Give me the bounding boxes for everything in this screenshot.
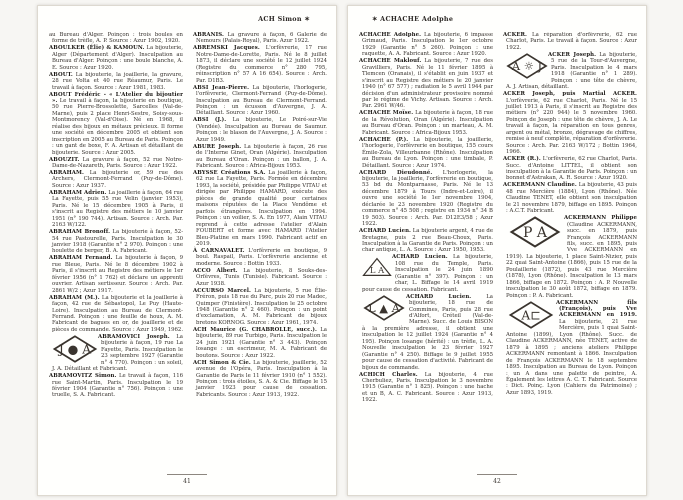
dictionary-entry (503, 91, 637, 156)
dictionary-entry (49, 190, 183, 229)
entry-headword: ABOULKER (Élie) & KAMOUN. (49, 45, 145, 52)
svg-text:L A: L A (369, 265, 385, 276)
entry-text: La bijouterie, 5 rue de la Tour-d'Auvergne, Paris. Insculpation le 4 mars 1918 (Garantie n° 1 289). Poinçon : une tête de chèvre, A. J. Artisan, détaillant. (506, 51, 637, 91)
entry-headword: ACHARD Lucien. (359, 228, 412, 235)
entry-headword: ABRANIS. (193, 32, 224, 38)
entry-text: La gravure à façon, 52 rue Notre-Dame-de-Nazareth, Paris. Source : Azur 1922. (52, 156, 183, 170)
svg-text:P A: P A (523, 225, 547, 242)
dictionary-entry (359, 110, 493, 136)
entry-text: La bijouterie, joaillerie, 52 avenue de l'Opéra, Paris. Insculpation à la Garantie de Paris le 11 février 1910 (n° 1 552). Poinçon : trois étoiles, S. A. & Cie. Biffage le 15 janvier 1923 pour cause de cessation. Fabricants. Source : Azur 1913, 1922. (196, 359, 327, 398)
entry-headword: ABRAHAM Bronoff. (49, 229, 111, 236)
entry-headword: À CARNAVALET. (193, 247, 245, 254)
footer-rule (167, 474, 207, 475)
svg-text:A⊏: A⊏ (521, 307, 541, 322)
dictionary-entry (193, 45, 327, 84)
text-columns-left (49, 32, 327, 446)
dictionary-entry (359, 58, 493, 110)
entry-text: La bijouterie, Le Poiré-sur-Vie (Vendée). Insculpation au Bureau de Saumur. Poinçon : le blason de l'Auvergne, J. A. Source : Azur 1949. (196, 117, 327, 143)
entry-text: La bijouterie, 89 rue Turbigo, Paris. Insculpation le 24 juin 1921 (Garantie n° 3 443). Poinçon losange : un escrimeur, M. A. Fabricant de boutons. Source : Azur 1922. (196, 326, 327, 359)
dictionary-entry (49, 92, 183, 157)
entry-headword: ACCURSO Marcel. (193, 287, 251, 294)
page-number: 42 (493, 478, 501, 485)
entry-headword: ACCO Albert. (193, 267, 238, 274)
svg-text:A ☼ J: A ☼ J (511, 58, 543, 73)
entry-text: La bijouterie à façon, 19 rue La Fayette, Paris. Insculpation le 23 septembre 1927 (Garantie n° 4 770). Poinçon : un soleil, J. A. Détaillant et Fabricant. (52, 333, 183, 373)
entry-headword: ABSI Jean-Pierre. (193, 84, 250, 91)
entry-text: La bijouterie, 6 impasse Grimaud, Paris. Insculpation le 1er octobre 1929 (Garantie n° 5 260). Poinçon : une raquette, A. A. Fabricant. Source : Azur 1920. (362, 32, 494, 58)
entry-text: La joaillerie à façon, 62 rue La Fayette, Paris. Formée en décembre 1993, la société, présidée par Philippe VITAU et dirigée par Philippe HAMARD, exécute des pièces de grande qualité pour certaines maisons réputées de la Place Vendôme et parfois étrangères. Insculpation en 1994. Poinçon : un voilier, S. A. En 1977, Alain VITAU reprend à cette adresse l'atelier d'Alain FOUBERT et forme avec HAMARD l'Atelier Bleu-Platine en mars 1990. Fabricant actif en 2019. (196, 170, 327, 247)
poincon-logo-icon (362, 255, 392, 279)
entry-text: Le travail à façon, la bijouterie en boutique, 50 rue Pierre-Brossolette, Sarcelles (Val-de-Marne), puis 2 place Henri-Sestre, Soisy-sous-Montmorency (Val-d'Oise). Né en 1968, il réalise des bijoux en métaux précieux. Il forme une société en décembre 2005 et obtient son inscription en 2005 au Bureau de Paris. Poinçon : un gant de boxe, F. A. Artisan et détaillant de bijouterie. Source : Azur 2005. (52, 98, 183, 156)
entry-text: La bijouterie à façon, 52-54 rue Pastourelle, Paris. Insculpation le 30 janvier 1918 (Garantie n° 2 970). Poinçon : une houlette de berger, B. A. Fabricant. (52, 229, 183, 255)
dictionary-entry (359, 228, 493, 254)
entry-text: La bijouterie, 21 rue Mercière, puis 1 quai Saint-Antoine (1899), Lyon (Rhône). Succ. de Claudine ACKERMANN, née TENET, active de 1879 à 1895 ; anciens ateliers Philippe ACKERMANN remontant à 1866. Insculpation de François ACKERMANN le 18 septembre 1895. Insculpation au Bureau de Lyon. Poinçon : un A dans une palette de peintre, A. Également les lettres A. C. T. Fabricant. Source : Dict. Poinç. Lyon (Cahiers du Patrimoine) ; Azur 1893, 1919. (506, 318, 637, 396)
entry-text: La joaillerie à façon, 64 rue La Fayette, puis 55 rue Velin (janvier 1953), Paris. Né le 15 décembre 1905 à Paris, il s'inscrit au Registre des métiers le 10 janvier 1951 (n° 190 744). Artisan. Source : Arch. Par. 2163 W/122. (52, 189, 183, 229)
dictionary-entry (359, 32, 493, 58)
dictionary-entry (193, 268, 327, 287)
entry-headword: ABYSSE Créations S.A. (193, 170, 266, 177)
dictionary-entry (193, 85, 327, 117)
entry-headword: ABRAHAM. (49, 170, 85, 177)
poincon-logo-icon (52, 335, 98, 363)
entry-text: L'horlogerie, la bijouterie, la joaillerie, l'orfèvrerie en boutique, 53 bd du Montparnasse, Paris. Né le 13 décembre 1879 à Tours (Indre-et-Loire), il ouvre une société le 1er novembre 1904, déclarée le 23 novembre 1920 (Registre du commerce n° 45 508 ; registre en 1934 n° 34 B 19 503). Source : Arch. Par. D12E3/58 ; Azur 1922. (362, 169, 493, 228)
dictionary-entry (193, 288, 327, 327)
entry-text: La bijouterie or, 59 rue des Archers, Clermont-Ferrand (Puy-de-Dôme). Source : Azur 1937. (52, 170, 184, 189)
entry-text: La bijouterie, la joaillerie, l'horlogerie, l'orfèvrerie en boutique, 155 cours Émile-Zola, Villeurbanne (Rhône). Insculpation au Bureau de Lyon. Poinçon : une timbale, P. Détaillant. Source : Azur 1974. (362, 136, 493, 169)
entry-headword: ABOUZIT. (49, 156, 80, 163)
dictionary-entry (193, 360, 327, 399)
dictionary-entry (193, 144, 327, 170)
dictionary-entry (359, 137, 493, 169)
entry-headword: ABOUT. (49, 71, 73, 78)
dictionary-entry (503, 52, 637, 91)
entry-text: (Claudine ACKERMANN, succ. en 1879, puis François ACKERMANN fils, succ. en 1895, puis Vve ACKERMANN en 1919). La bijouterie, 1 place Saint-Nizier, puis 22 quai Saint-Antoine (1866), puis 15 rue de la Poulaillerie (1872), puis 43 rue Mercière (1878), Lyon (Rhône). Insculpation le 13 mars 1866, biffage en 1872. Poinçon : A. P. Nouvelle insculpation le 30 août 1872, biffage en 1879. Poinçon : P. A. Fabricant. (506, 221, 637, 299)
dictionary-entry (49, 295, 183, 334)
entry-headword: ACKERMANN fils (François), puis Vve ACKERMANN en 1919. (556, 299, 637, 319)
entry-text: La bijouterie, 7 rue des Gravilliers, Paris. Né le 11 février 1895 à Tlemcen (Oranais), il s'établit en juin 1937 et s'inscrit au Registre des métiers le 20 janvier 1940 (n° 67 577) ; radiation le 5 avril 1944 par décision d'un administrateur provisoire nommé par le régime de Vichy. Artisan. Source : Arch. Par. 2961 W/46. (362, 58, 493, 110)
page-42 (347, 5, 647, 496)
dictionary-entry (49, 170, 183, 189)
dictionary-entry (49, 72, 183, 91)
entry-text: La réparation d'orfèvrerie, 62 rue Charlot, Paris. Le travail à façon. Source : Azur 1922. (506, 32, 637, 51)
entry-text: La bijouterie à façon, 9 rue Bleue, Paris. Né le 8 décembre 1902 à Paris, il s'inscrit au Registre des métiers le 1er février 1956 (n° 1 762) et déclare un apprenti ouvrier. Artisan sertisseur. Source : Arch. Par. 2861 W/2 ; Azur 1917. (52, 255, 184, 294)
entry-text: La bijouterie, 4 rue Cherbuliez, Paris. Insculpation le 3 novembre 1915 (Garantie n° 1 825). Poinçon : une hache et un B, A. C. Fabricant. Source : Azur 1913, 1922. (362, 371, 493, 404)
entry-text: au Bureau d'Alger. Poinçon : trois boules en forme de trèfle, A. P. Source : Azur 1902, 1920. (49, 32, 183, 45)
entry-text: La bijouterie, Alger (Département d'Alger). Insculpation au Bureau d'Alger. Poinçon : une boule blanche, A. E. Source : Azur 1920. (52, 45, 183, 71)
entry-headword: ABURE Joseph. (193, 143, 242, 150)
dictionary-entry (359, 170, 493, 228)
entry-headword: ACHACHE Maklouf. (359, 58, 422, 65)
entry-headword: ACKERMANN Philippe (564, 215, 637, 222)
entry-text: La bijouterie, 5 rue Élie-Fréron, puis 18 rue du Parc, puis 20 rue Madec, Quimper (Finistère). Insculpation le 25 octobre 1948 (Garantie n° 2 460). Poinçon : un point d'exclamation, A. M. Fabricant de bijoux bretons KORNOG. Source : Azur 1961, 1974. (196, 287, 327, 326)
entry-text: La bijouterie à façon, 18 rue de la Révolution, Oran (Algérie). Insculpation au Bureau d'Oran. Poinçon : un marteau, A. M. Fabricant. Source : Africa-Bijoux 1953. (362, 110, 493, 136)
running-header-left: ACH Simon ✶ (258, 15, 310, 23)
dictionary-entry (503, 215, 637, 299)
dictionary-entry (49, 255, 183, 294)
dictionary-entry (359, 254, 493, 293)
entry-text: La bijouterie et la joaillerie à façon, 42 rue de Sébastopol, Le Puy (Haute-Loire). Insculpation au Bureau de Clermont-Ferrand. Poinçon : une feuille de houx, A. M. Fabricant de bagues en or, de joaillerie et de pièces de commande. Source : Azur 1949, 1962. (52, 294, 184, 333)
dictionary-entry (503, 300, 637, 397)
poincon-logo-icon (362, 295, 406, 321)
entry-headword: ABRAHAM Fernand. (49, 255, 113, 262)
entry-headword: ACHACHE Moïse. (359, 110, 414, 117)
entry-headword: ACKERMANN Claudine. (503, 182, 577, 189)
footer-rule (477, 474, 517, 475)
entry-headword: ACHARD Dieudonné. (359, 169, 433, 176)
svg-text:J ● A: J ● A (58, 342, 92, 357)
text-columns-right (359, 32, 637, 446)
entry-headword: ACHARD Lucien. (406, 293, 472, 300)
poincon-logo-icon (506, 216, 564, 248)
dictionary-entry (503, 182, 637, 214)
entry-headword: ACKER (R.). (503, 156, 541, 163)
entry-headword: ABRAMOVITZ Simon. (49, 373, 117, 380)
dictionary-entry (49, 373, 183, 399)
entry-text: La bijouterie, 8 Souks-des-Orfèvres, Tunis (Tunisie). Fabricant. Source : Azur 1938. (196, 267, 327, 287)
entry-text: La bijouterie, 108 rue du Temple, Paris. Insculpation le 24 juin 1890 (Garantie n° 397). Poinçon : un char, L. Biffage le 14 avril 1919 pour cause de cessation. Fabricant. (362, 254, 493, 293)
dictionary-entry (49, 229, 183, 255)
dictionary-entry (193, 248, 327, 267)
entry-headword: ABRAHAM Adrien. (49, 189, 107, 196)
entry-headword: ABOUT Frédéric - « L'Atelier du bijoutier ». (49, 91, 183, 105)
entry-headword: ACKER. (503, 32, 528, 38)
poincon-logo-icon (506, 53, 548, 79)
entry-text: L'orfèvrerie en boutique, 9 boul. Raspail, Paris. L'orfèvrerie ancienne et moderne. Source : Bottin 1933. (196, 247, 327, 267)
dictionary-entry (193, 117, 327, 143)
entry-text: La bijouterie, la joaillerie, la gravure, 28 rue Volta et 40 rue Réaumur, Paris. Le travail à façon. Source : Azur 1981, 1983. (52, 71, 183, 91)
entry-text: L'orfèvrerie, 17 rue Notre-Dame-de-Lorette, Paris. Né le 8 juillet 1873, il déclare une société le 12 juillet 1924 (Registre du commerce n° 280 795, réinscription n° 57 A 16 654). Source : Arch. Par. D1B3. (196, 45, 327, 84)
dictionary-entry (193, 327, 327, 359)
dictionary-entry (359, 372, 493, 404)
dictionary-entry (49, 32, 183, 45)
entry-headword: ACHARD Lucien. (392, 254, 448, 261)
poincon-logo-icon (506, 301, 556, 329)
entry-headword: ABSI (J.). (193, 117, 227, 124)
svg-text:L ▲ A: L ▲ A (368, 300, 400, 315)
entry-text: Le travail à façon, 116 rue Saint-Martin, Paris. Insculpation le 19 février 1904 (Garantie n° 756). Poinçon : une truelle, S. A. Fabricant. (52, 373, 183, 399)
entry-headword: ACKER Joseph. (548, 51, 597, 58)
dictionary-entry (193, 170, 327, 247)
running-header-right: ✶ ACHACHE Adolphe (372, 15, 454, 23)
dictionary-entry (359, 294, 493, 371)
entry-text: La bijouterie, 18 rue de Commines, Paris, puis 28 rue d'Alfort, Créteil (Val-de-Marne). Succ. de Louis BISON à la première adresse, il obtient une insculpation le 12 juillet 1924 (Garantie n° 4 195). Poinçon losange (hérité) : un trèfle, L. A. Nouvelle insculpation le 23 février 1927 (Garantie n° 4 250). Biffage le 9 juillet 1955 pour cause de cessation d'activité. Fabricant de bijoux de commande. (362, 293, 493, 371)
dictionary-entry (49, 45, 183, 71)
entry-headword: ABRAMOVICI Joseph. (98, 333, 170, 340)
entry-headword: ABRAHAM (M.). (49, 294, 100, 301)
entry-headword: ACHACHE Adolphe. (359, 32, 422, 38)
page-footer-left (38, 474, 336, 485)
entry-text: La gravure à façon, 6 Galerie de Nemours (Palais-Royal), Paris. Azur 1922. (196, 32, 327, 45)
entry-text: La bijouterie à façon, 26 rue de l'Interne Ginet, Oran (Algérie). Insculpation au Bureau d'Oran. Poinçon : un ballon, J. A. Fabricant. Source : Africa-Bijoux 1953. (196, 143, 327, 170)
entry-headword: ABREMSKI Jacques. (193, 45, 260, 52)
entry-text: La bijouterie argent, 4 rue de Bretagne, puis 2 rue Beau-Choux, Paris. Insculpation à la Garantie de Paris. Poinçon : un char antique, L. A. Source : Azur 1950, 1953. (362, 228, 493, 254)
page-number: 41 (183, 478, 191, 485)
entry-headword: ACHACHE (P.). (359, 136, 409, 143)
entry-text: L'orfèvrerie, 62 rue Charlot, Paris. Né le 15 juillet 1913 à Paris, il s'inscrit au Registre des métiers (n° 220 944) le 5 novembre 1960. Poinçon de Joseph : une tête de chèvre, J. A. Le travail à façon, la réparation en tous genres, argent ou métal, bronze, dégravage de chiffres, remise à neuf complète, réparation d'orfèvrerie. Source : Arch. Par. 2163 W/172 ; Bottin 1964, 1966. (506, 97, 637, 156)
dictionary-entry (49, 334, 183, 373)
dictionary-entry (503, 32, 637, 51)
dictionary-entry (503, 156, 637, 182)
entry-headword: ACKER Joseph, puis Martial ACKER. (503, 91, 637, 98)
dictionary-entry (49, 157, 183, 170)
entry-headword: ACH Maurice (G. CHABROLLE, succ.). (193, 326, 318, 333)
entry-text: La bijouterie, l'horlogerie, l'orfèvrerie, Clermont-Ferrand (Puy-de-Dôme). Insculpation au Bureau de Clermont-Ferrand. Poinçon : un écusson d'Auvergne, J. A. Détaillant. Source : Azur 1960. (196, 84, 327, 117)
entry-headword: ACH Simon & Cie. (193, 359, 251, 366)
entry-text: L'orfèvrerie, 62 rue Charlot, Paris. Succ. d'Antoine LITTEL, il obtient son insculpation à la Garantie de Paris. Poinçon : un bonnet d'Astrakan, A. R. Source : Azur 1920. (506, 156, 637, 182)
entry-headword: ACHICH Charles. (359, 371, 418, 378)
page-footer-right (348, 474, 646, 485)
dictionary-entry (193, 32, 327, 45)
entry-text: La bijouterie, 43 puis 48 rue Mercière (1884), Lyon (Rhône). Née Claudine TENET, elle obtient son insculpation le 21 novembre 1879, biffage en 1895. Poinçon : A.C.T. Fabricant. (506, 182, 637, 215)
page-41 (37, 5, 337, 496)
